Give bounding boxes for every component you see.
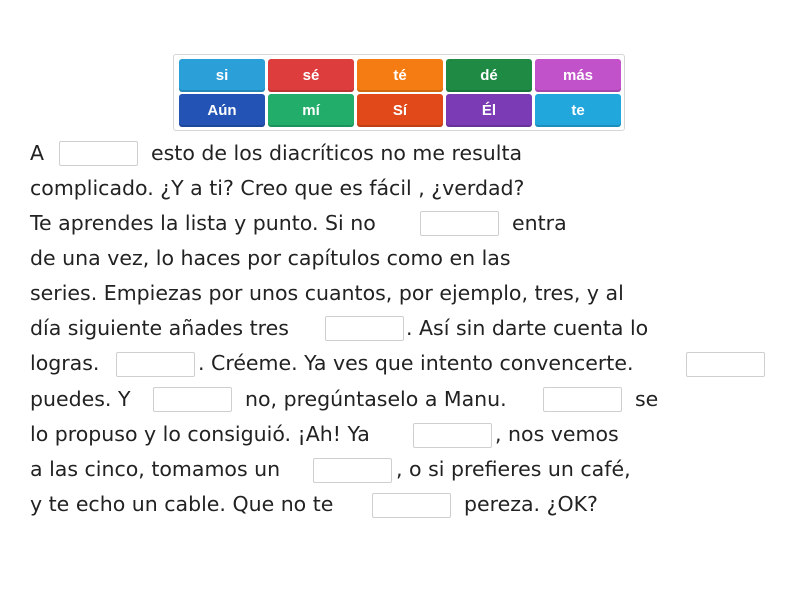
- word-bank: [173, 54, 625, 131]
- tile-si[interactable]: si: [179, 59, 265, 92]
- passage-text: logras.: [30, 351, 100, 375]
- passage-text: . Así sin darte cuenta lo: [406, 316, 649, 340]
- tile-el[interactable]: Él: [446, 94, 532, 127]
- passage-text: de una vez, lo haces por capítulos como en las: [30, 246, 511, 270]
- answer-blank-6[interactable]: [153, 387, 232, 412]
- tile-mi[interactable]: mí: [268, 94, 354, 127]
- passage-text: lo propuso y lo consiguió. ¡Ah! Ya: [30, 422, 370, 446]
- answer-blank-7[interactable]: [543, 387, 622, 412]
- passage-text: no, pregúntaselo a Manu.: [245, 387, 507, 411]
- passage-text: A: [30, 141, 45, 165]
- passage-text: puedes. Y: [30, 387, 131, 411]
- passage-text: . Créeme. Ya ves que intento convencerte.: [198, 351, 634, 375]
- answer-blank-8[interactable]: [413, 423, 492, 448]
- answer-blank-1[interactable]: [59, 141, 138, 166]
- passage-text: día siguiente añades tres: [30, 316, 289, 340]
- passage-text: series. Empiezas por unos cuantos, por ejemplo, tres, y al: [30, 281, 624, 305]
- answer-blank-5[interactable]: [686, 352, 765, 377]
- tile-si-capital[interactable]: Sí: [357, 94, 443, 127]
- tile-te-accent[interactable]: té: [357, 59, 443, 92]
- tile-aun[interactable]: Aún: [179, 94, 265, 127]
- passage-text: esto de los diacríticos no me resulta: [151, 141, 523, 165]
- passage-text: , nos vemos: [495, 422, 619, 446]
- passage-text: pereza. ¿OK?: [464, 492, 598, 516]
- answer-blank-10[interactable]: [372, 493, 451, 518]
- passage-text: a las cinco, tomamos un: [30, 457, 281, 481]
- tile-te[interactable]: te: [535, 94, 621, 127]
- tile-se[interactable]: sé: [268, 59, 354, 92]
- passage-text: se: [635, 387, 659, 411]
- passage-text: complicado. ¿Y a ti? Creo que es fácil , ¿verdad?: [30, 176, 525, 200]
- answer-blank-4[interactable]: [116, 352, 195, 377]
- passage-text: , o si prefieres un café,: [396, 457, 631, 481]
- passage-text: Te aprendes la lista y punto. Si no: [30, 211, 376, 235]
- answer-blank-9[interactable]: [313, 458, 392, 483]
- answer-blank-3[interactable]: [325, 316, 404, 341]
- tile-mas[interactable]: más: [535, 59, 621, 92]
- tile-de[interactable]: dé: [446, 59, 532, 92]
- passage-text: entra: [512, 211, 567, 235]
- answer-blank-2[interactable]: [420, 211, 499, 236]
- passage-text: y te echo un cable. Que no te: [30, 492, 334, 516]
